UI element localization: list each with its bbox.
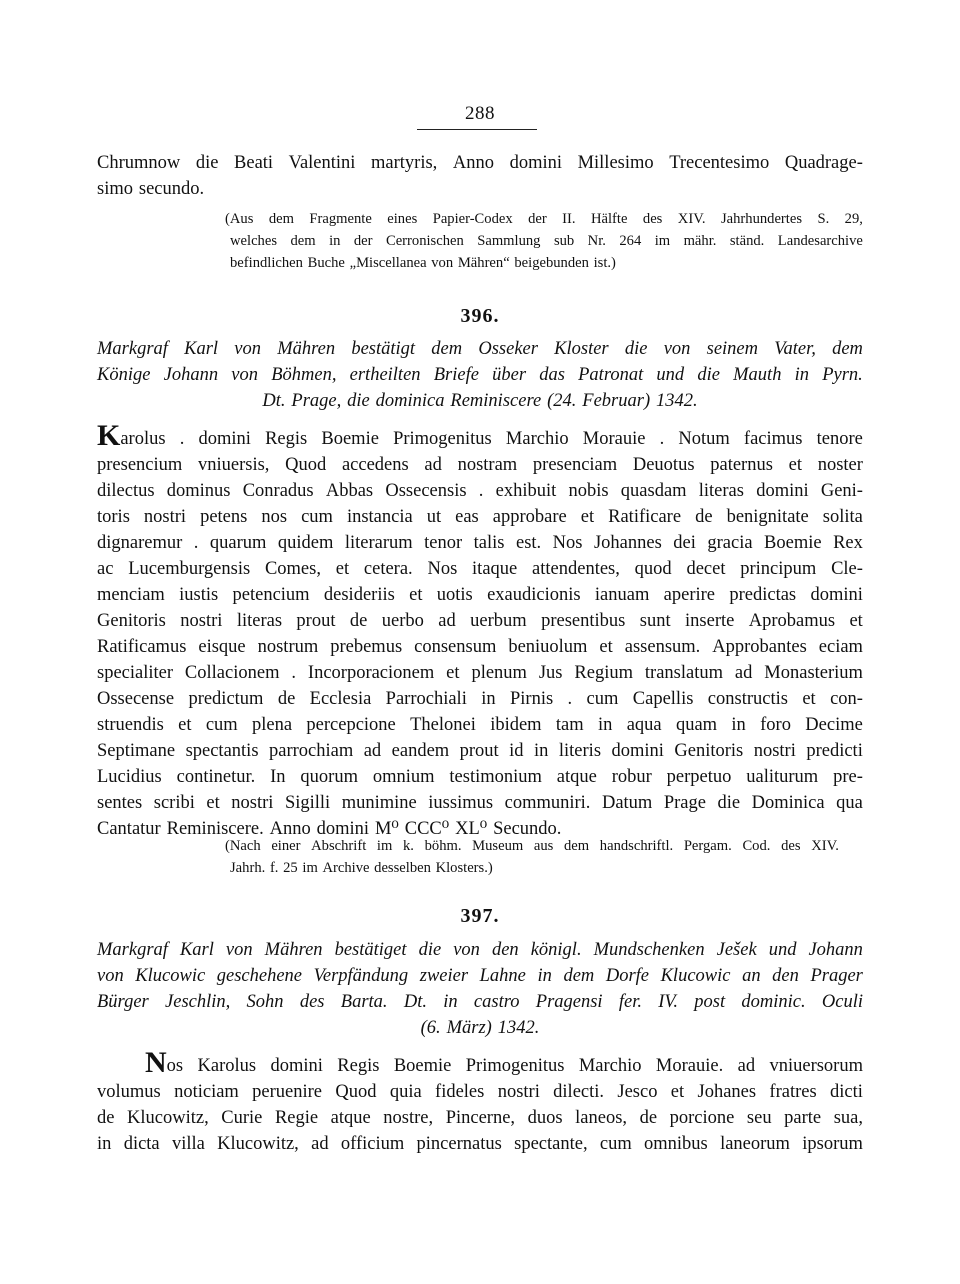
text-line: toris nostri petens nos cum instancia ut eas approbare et Ratificare de benignitate solita (97, 507, 863, 527)
text-line: Ratificamus eisque nostrum prebemus consensum beniuolum et assensum. Approbantes eciam (97, 637, 863, 657)
note-line: welches dem in der Cerronischen Sammlung sub Nr. 264 im mähr. ständ. Landesarchive (230, 233, 863, 249)
text-line: sentes scribi et nostri Sigilli munimine iussimus communiri. Datum Prage die Dominica qua (97, 793, 863, 813)
document-body (97, 1046, 863, 1157)
text-line: de Klucowitz, Curie Regie atque nostre, Pincerne, duos laneos, de porcione seu parte sua, (97, 1108, 863, 1128)
heading-line: Könige Johann von Böhmen, ertheilten Briefe über das Patronat und die Mauth in Pyrn. (97, 365, 863, 385)
text-line: dignaremur . quarum quidem literarum tenor talis est. Nos Johannes dei gracia Boemie Rex (97, 533, 863, 553)
heading-line: Bürger Jeschlin, Sohn des Barta. Dt. in castro Pragensi fer. IV. post dominic. Oculi (97, 992, 863, 1012)
document-body (97, 419, 863, 842)
text-line: menciam iustis petencium desideriis et uotis exaudicionis ianuam aperire predictas domini (97, 585, 863, 605)
text-line: os Karolus domini Regis Boemie Primogenitus Marchio Morauie. ad vniuersorum (166, 1056, 863, 1076)
text-line: volumus noticiam peruenire Quod quia fideles nostri dilecti. Jesco et Johanes fratres dicti (97, 1082, 863, 1102)
header-rule (417, 129, 537, 130)
note-line: (Aus dem Fragmente eines Papier-Codex der II. Hälfte des XIV. Jahrhundertes S. 29, (225, 211, 863, 227)
heading-line: Dt. Prage, die dominica Reminiscere (24. Februar) 1342. (262, 391, 698, 411)
text-line: ac Lucemburgensis Comes, et cetera. Nos itaque attendentes, quod decet principum Cle- (97, 559, 863, 579)
text-line: presencium vniuersis, Quod accedens ad nostram presenciam Deuotus paternus et noster (97, 455, 863, 475)
drop-cap: K (97, 419, 121, 452)
text-line: Cantatur Reminiscere. Anno domini M⁰ CCC⁰ XL⁰ Secundo. (97, 819, 562, 839)
heading-line: Markgraf Karl von Mähren bestätiget die von den königl. Mundschenken Ješek und Johann (97, 940, 863, 960)
heading-line: (6. März) 1342. (420, 1018, 540, 1038)
intro-text (97, 150, 863, 202)
source-note (225, 835, 839, 879)
text-line: Ossecense predictum de Ecclesia Parrochiali in Pirnis . cum Capellis constructis et con- (97, 689, 863, 709)
text-line: Chrumnow die Beati Valentini martyris, Anno domini Millesimo Trecentesimo Quadrage- (97, 153, 863, 173)
first-line (97, 419, 863, 452)
note-line: (Nach einer Abschrift im k. böhm. Museum aus dem handschriftl. Pergam. Cod. des XIV. (225, 838, 839, 854)
heading-line: Markgraf Karl von Mähren bestätigt dem Osseker Kloster die von seinem Vater, dem (97, 339, 863, 359)
document-number: 396. (460, 305, 500, 327)
document-heading (97, 336, 863, 414)
text-line: in dicta villa Klucowitz, ad officium pincernatus spectante, cum omnibus laneorum ipsorum (97, 1134, 863, 1154)
text-line: Lucidius continetur. In quorum omnium testimonium atque robur perpetuo ualiturum pre- (97, 767, 863, 787)
note-line: Jahrh. f. 25 im Archive desselben Klosters.) (230, 860, 493, 876)
text-line: Septimane spectantis parrochiam ad eandem prout id in literis domini Genitoris nostri predicti (97, 741, 863, 761)
text-line: dilectus dominus Conradus Abbas Ossecensis . exhibuit nobis quasdam literas domini Geni- (97, 481, 863, 501)
source-note (225, 208, 863, 274)
document-heading (97, 937, 863, 1041)
note-line: befindlichen Buche „Miscellanea von Mähren“ beigebunden ist.) (230, 255, 616, 271)
text-line: arolus . domini Regis Boemie Primogenitus Marchio Morauie . Notum facimus tenore (120, 429, 863, 449)
heading-line: von Klucowic geschehene Verpfändung zweier Lahne in dem Dorfe Klucowic an den Prager (97, 966, 863, 986)
text-line: Genitoris nostri literas prout de uerbo ad uerbum presentibus sunt inserte Aprobamus et (97, 611, 863, 631)
document-number: 397. (460, 905, 500, 927)
text-line: simo secundo. (97, 179, 205, 199)
page-number: 288 (465, 103, 495, 124)
text-line: specialiter Collacionem . Incorporacionem et plenum Jus Regium translatum ad Monasterium (97, 663, 863, 683)
text-line: struendis et cum plena percepcione Thelonei ibidem tam in aqua quam in foro Decime (97, 715, 863, 735)
drop-cap: N (145, 1046, 167, 1079)
first-line (97, 1046, 863, 1079)
